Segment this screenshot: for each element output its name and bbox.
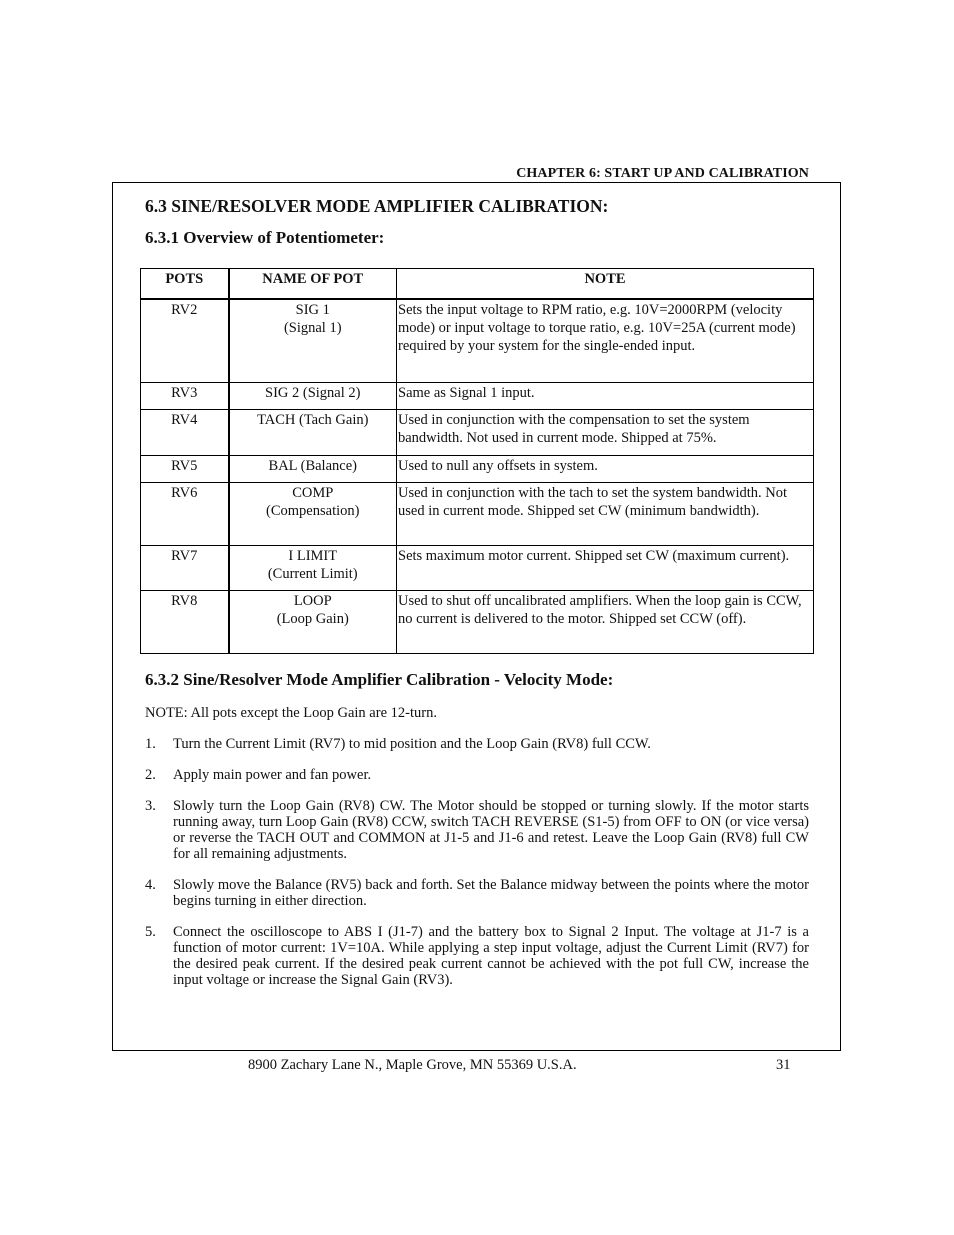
cell-name-line: LOOP [293, 592, 332, 609]
cell-name [229, 545, 397, 590]
cell-pot: RV4 [141, 409, 229, 455]
potentiometer-table [140, 268, 814, 654]
cell-name-line: SIG 1 [295, 302, 330, 318]
list-item [145, 877, 809, 909]
header-name-of-pot: NAME OF POT [229, 269, 397, 300]
subsection-title-overview: 6.3.1 Overview of Potentiometer: [145, 228, 385, 247]
step-number: 4. [145, 877, 156, 893]
cell-note: Used to shut off uncalibrated amplifiers. When the loop gain is CCW, no current is delivered to the motor. Shipped set CCW (off). [397, 590, 814, 653]
step-number: 3. [145, 798, 156, 814]
table-row [141, 590, 814, 653]
subsection-title-velocity-mode: 6.3.2 Sine/Resolver Mode Amplifier Calibration - Velocity Mode: [145, 670, 614, 689]
cell-pot: RV3 [141, 382, 229, 409]
cell-name-line: (Loop Gain) [276, 610, 349, 627]
cell-name-line: (Signal 1) [283, 320, 342, 336]
cell-note: Sets maximum motor current. Shipped set CW (maximum current). [397, 545, 814, 590]
cell-note: Used in conjunction with the compensation to set the system bandwidth. Not used in current mode. Shipped at 75%. [397, 409, 814, 455]
table-row [141, 409, 814, 455]
list-item [145, 924, 809, 988]
table-row [141, 299, 814, 382]
step-text: Apply main power and fan power. [173, 767, 372, 783]
list-item [145, 767, 809, 783]
cell-name-line: I LIMIT [288, 547, 338, 564]
list-item [145, 798, 809, 862]
cell-name-line: SIG 2 (Signal 2) [265, 384, 361, 401]
table-row [141, 455, 814, 482]
cell-note: Used to null any offsets in system. [397, 455, 814, 482]
cell-pot: RV8 [141, 590, 229, 653]
header-pots: POTS [141, 269, 229, 300]
cell-note: Used in conjunction with the tach to set the system bandwidth. Not used in current mode. Shipped set CW (minimum bandwidth). [397, 482, 814, 545]
cell-name-line: TACH (Tach Gain) [257, 411, 369, 428]
table-row [141, 482, 814, 545]
section-title: 6.3 SINE/RESOLVER MODE AMPLIFIER CALIBRATION: [145, 196, 609, 216]
list-item [145, 736, 809, 752]
page-number: 31 [776, 1057, 791, 1073]
step-text: Slowly move the Balance (RV5) back and forth. Set the Balance midway between the points where the motor begins turning in either direction. [173, 877, 809, 909]
table-header-row [141, 269, 814, 300]
header-note: NOTE [397, 269, 814, 300]
step-text: Slowly turn the Loop Gain (RV8) CW. The Motor should be stopped or turning slowly. If the motor starts running away, turn Loop Gain (RV8) CCW, switch TACH REVERSE (S1-5) from OFF to ON (or vice versa) or reverse the TACH OUT and COMMON at J1-5 and J1-6 and retest. Leave the Loop Gain (RV8) full CW for all remaining adjustments. [173, 798, 809, 862]
table-row [141, 545, 814, 590]
cell-name [229, 590, 397, 653]
cell-pot: RV6 [141, 482, 229, 545]
procedure-note: NOTE: All pots except the Loop Gain are 12-turn. [145, 705, 437, 721]
cell-note: Same as Signal 1 input. [397, 382, 814, 409]
cell-pot: RV5 [141, 455, 229, 482]
step-number: 1. [145, 736, 156, 752]
cell-pot: RV2 [141, 299, 229, 382]
cell-name [229, 482, 397, 545]
cell-note: Sets the input voltage to RPM ratio, e.g. 10V=2000RPM (velocity mode) or input voltage to torque ratio, e.g. 10V=25A (current mode) required by your system for the single-ended input. [397, 299, 814, 382]
step-text: Turn the Current Limit (RV7) to mid position and the Loop Gain (RV8) full CCW. [173, 736, 651, 752]
cell-name [229, 299, 397, 382]
step-number: 5. [145, 924, 156, 940]
step-number: 2. [145, 767, 156, 783]
cell-name-line: COMP [292, 484, 334, 501]
chapter-header: CHAPTER 6: START UP AND CALIBRATION [516, 166, 809, 181]
cell-name-line: (Current Limit) [267, 565, 358, 582]
cell-pot: RV7 [141, 545, 229, 590]
cell-name [229, 455, 397, 482]
procedure-steps [145, 736, 809, 1003]
cell-name [229, 382, 397, 409]
cell-name-line: (Compensation) [266, 502, 360, 519]
cell-name-line: BAL (Balance) [268, 457, 357, 474]
footer-address: 8900 Zachary Lane N., Maple Grove, MN 55369 U.S.A. [248, 1057, 577, 1073]
step-text: Connect the oscilloscope to ABS I (J1-7) and the battery box to Signal 2 Input. The voltage at J1-7 is a function of motor current: 1V=10A. While applying a step input voltage, adjust the Current Limit (RV7) for the desired peak current. If the desired peak current cannot be achieved with the pot full CW, increase the input voltage or increase the Signal Gain (RV3). [173, 924, 809, 988]
cell-name [229, 409, 397, 455]
table-row [141, 382, 814, 409]
